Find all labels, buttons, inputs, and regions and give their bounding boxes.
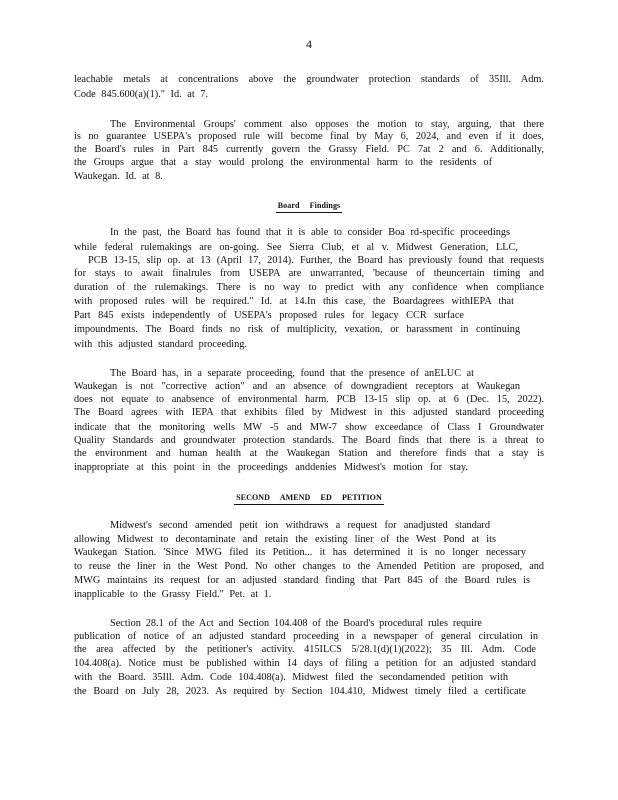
paragraph-2-line-1: The Environmental Groups' comment also opposes the motion to stay, arguing, that there: [110, 119, 544, 130]
section-heading-second-amended-petition: [0, 493, 618, 505]
paragraph-3-line-4: for stays to await finalrules from USEPA are unwarranted, 'because of theuncertain timing and: [74, 268, 544, 279]
paragraph-3-line-9: with this adjusted standard proceeding.: [74, 339, 247, 350]
paragraph-5-line-1: Midwest's second amended petit ion withdraws a request for anadjusted standard: [110, 520, 490, 531]
paragraph-1-line-2: Code 845.600(a)(1)." Id. at 7.: [74, 89, 209, 100]
paragraph-3-line-1: In the past, the Board has found that it is able to consider Boa rd-specific proceedings: [110, 227, 510, 238]
paragraph-3-line-7: Part 845 exists independently of USEPA's proposed rules for legacy CCR surface: [74, 310, 464, 321]
paragraph-2-line-4: the Groups argue that a stay would prolong the environmental harm to the residents of: [74, 157, 492, 168]
paragraph-6-line-6: the Board on July 28, 2023. As required by Section 104.410, Midwest timely filed a certificate: [74, 686, 526, 697]
paragraph-6-line-2: publication of notice of an adjusted standard proceeding in a newspaper of general circulation in: [74, 631, 538, 642]
paragraph-4-line-5: indicate that the monitoring wells MW -5 and MW-7 show exceedance of Class I Groundwater: [74, 422, 544, 433]
paragraph-3-line-6: with proposed rules will be required." Id. at 14.In this case, the Boardagrees withIEPA that: [74, 296, 514, 307]
section-heading-board-findings-text: Board Findings: [276, 201, 343, 213]
paragraph-4-line-1: The Board has, in a separate proceeding, found that the presence of anELUC at: [110, 368, 474, 379]
page-number: 4: [306, 37, 312, 51]
paragraph-5-line-6: inapplicable to the Grassy Field." Pet. at 1.: [74, 589, 272, 600]
paragraph-6-line-3: the area affected by the petitioner's activity. 415ILCS 5/28.1(d)(1)(2022); 35 Ill. Adm. Code: [74, 644, 536, 655]
section-heading-second-amended-petition-text: SECOND AMEND ED PETITION: [234, 493, 384, 505]
section-heading-board-findings: [0, 201, 618, 213]
paragraph-3-line-2: while federal rulemakings are on-going. See Sierra Club, et al v. Midwest Generation, LLC,: [74, 242, 518, 253]
paragraph-4-line-2: Waukegan is not "corrective action" and an absence of downgradient receptors at Waukegan: [74, 381, 520, 392]
paragraph-3-line-3: PCB 13-15, slip op. at 13 (April 17, 2014). Further, the Board has previously found that requests: [88, 255, 544, 266]
paragraph-6-line-5: with the Board. 35Ill. Adm. Code 104.408(a). Midwest filed the secondamended petition with: [74, 672, 508, 683]
paragraph-5-line-3: Waukegan Station. 'Since MWG filed its Petition... it has determined it is no longer necessary: [74, 547, 526, 558]
paragraph-2-line-5: Waukegan. Id. at 8.: [74, 171, 163, 182]
paragraph-2-line-3: the Board's rules in Part 845 currently govern the Grassy Field. PC 7at 2 and 6. Additionally,: [74, 144, 544, 155]
paragraph-5-line-4: to reuse the liner in the West Pond. No other changes to the Amended Petition are proposed, and: [74, 561, 544, 572]
paragraph-5-line-2: allowing Midwest to decontaminate and retain the existing liner of the West Pond at its: [74, 534, 496, 545]
paragraph-6-line-4: 104.408(a). Notice must be published within 14 days of filing a petition for an adjusted standard: [74, 658, 536, 669]
paragraph-6-line-1: Section 28.1 of the Act and Section 104.408 of the Board's procedural rules require: [110, 618, 482, 629]
paragraph-1-line-1: leachable metals at concentrations above the groundwater protection standards of 35Ill. Adm.: [74, 74, 544, 85]
paragraph-4-line-6: Quality Standards and groundwater protection standards. The Board finds that there is a threat to: [74, 435, 544, 446]
paragraph-3-line-8: impoundments. The Board finds no risk of multiplicity, vexation, or harassment in continuing: [74, 324, 520, 335]
paragraph-2-line-2: is no guarantee USEPA's proposed rule will become final by May 6, 2024, and even if it does,: [74, 131, 544, 142]
paragraph-4-line-8: inappropriate at this point in the proceedings anddenies Midwest's motion for stay.: [74, 462, 468, 473]
paragraph-4-line-4: The Board agrees with IEPA that exhibits filed by Midwest in this adjusted standard proceeding: [74, 407, 544, 418]
paragraph-3-line-5: duration of the rulemakings. There is no way to predict with any confidence when compliance: [74, 282, 544, 293]
paragraph-4-line-3: does not equate to anabsence of environmental harm. PCB 13-15 slip op. at 6 (Dec. 15, 2022).: [74, 394, 544, 405]
paragraph-4-line-7: the environment and human health at the Waukegan Station and therefore finds that a stay is: [74, 448, 544, 459]
paragraph-5-line-5: MWG maintains its request for an adjusted standard finding that Part 845 of the Board rules is: [74, 575, 530, 586]
